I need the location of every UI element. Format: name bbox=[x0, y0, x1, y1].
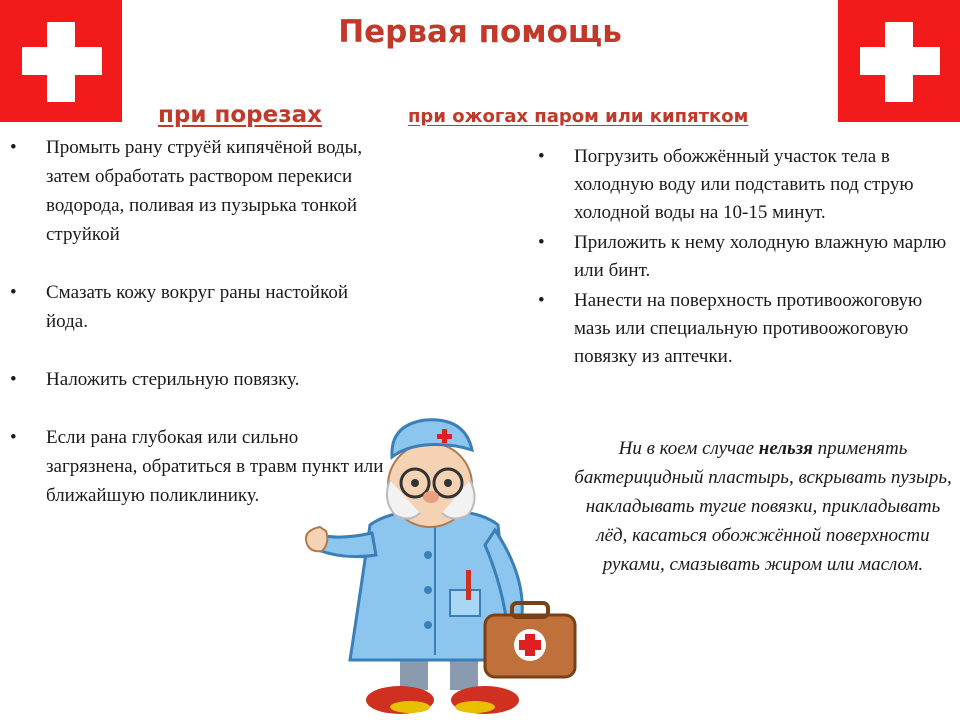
list-item: • Погрузить обожжённый участок тела в холодную воду или подставить под струю холодной воды на 10-15 минут. bbox=[538, 146, 914, 223]
burns-instructions-list bbox=[538, 143, 954, 373]
list-item: • Наложить стерильную повязку. bbox=[10, 369, 300, 390]
list-item: • Нанести на поверхность противоожоговую мазь или специальную противоожоговую повязку из аптечки. bbox=[538, 290, 923, 367]
list-item: • Смазать кожу вокруг раны настойкой йода. bbox=[10, 282, 349, 332]
right-section-heading: при ожогах паром или кипятком bbox=[408, 106, 749, 127]
list-item: • Приложить к нему холодную влажную марлю или бинт. bbox=[538, 232, 947, 281]
burns-warning: Ни в коем случае нельзя применять бактерицидный пластырь, вскрывать пузырь, накладывать тугие повязки, прикладывать лёд, касаться обожжённой поверхности руками, смазывать жиром или маслом. bbox=[574, 438, 952, 575]
left-section-heading: при порезах bbox=[158, 102, 322, 128]
doctor-illustration bbox=[300, 415, 590, 720]
warning-emphasis: нельзя bbox=[758, 438, 813, 459]
list-item: • Если рана глубокая или сильно загрязнена, обратиться в травм пункт или ближайшую поликлинику. bbox=[10, 427, 384, 506]
list-item: • Промыть рану струёй кипячёной воды, затем обработать раствором перекиси водорода, поливая из пузырька тонкой струйкой bbox=[10, 137, 363, 245]
page-title: Первая помощь bbox=[338, 14, 622, 50]
